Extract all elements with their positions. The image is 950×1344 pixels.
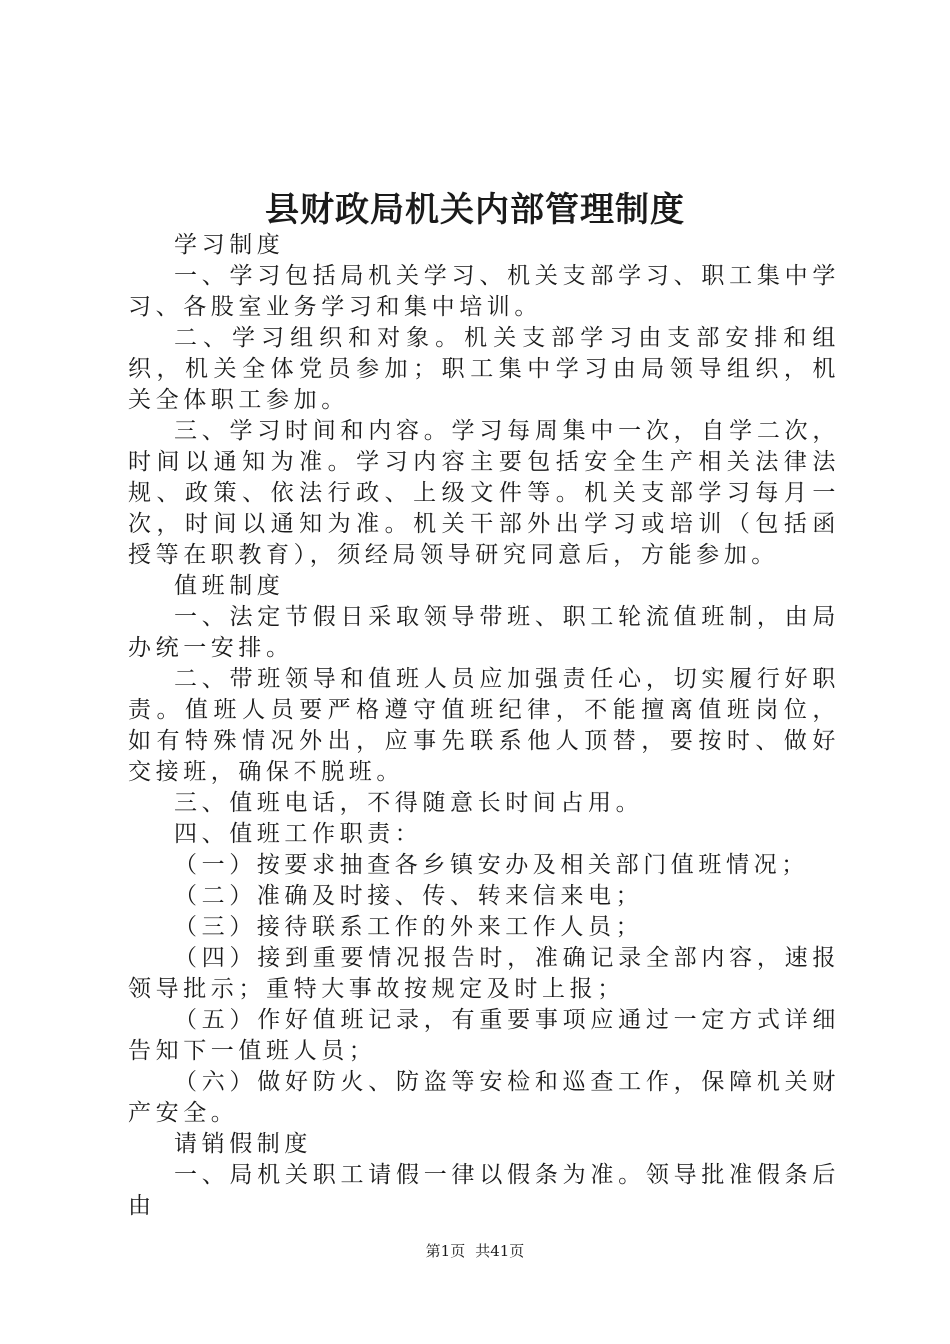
list-item: （五）作好值班记录，有重要事项应通过一定方式详细告知下一值班人员； (128, 1007, 840, 1064)
list-item: （二）准确及时接、传、转来信来电； (174, 883, 644, 909)
paragraph: 三、学习时间和内容。学习每周集中一次，自学二次，时间以通知为准。学习内容主要包括安全生产相关法律法规、政策、依法行政、上级文件等。机关支部学习每月一次，时间以通知为准。机关干部外出学习或培训（包括函授等在职教育），须经局领导研究同意后，方能参加。 (128, 418, 840, 568)
list-item: （四）接到重要情况报告时，准确记录全部内容，速报领导批示；重特大事故按规定及时上报； (128, 945, 840, 1002)
paragraph: 四、值班工作职责： (174, 821, 423, 847)
paragraph: 一、局机关职工请假一律以假条为准。领导批准假条后由 (128, 1162, 840, 1219)
paragraph: 一、学习包括局机关学习、机关支部学习、职工集中学习、各股室业务学习和集中培训。 (128, 263, 840, 320)
document-body (128, 230, 840, 1222)
page-number: 第1页 (425, 1242, 466, 1260)
list-item: （三）接待联系工作的外来工作人员； (174, 914, 644, 940)
page-footer (0, 1240, 950, 1262)
section-heading-study: 学习制度 (174, 232, 285, 258)
list-item: （一）按要求抽查各乡镇安办及相关部门值班情况； (174, 852, 809, 878)
list-item: （六）做好防火、防盗等安检和巡查工作，保障机关财产安全。 (128, 1069, 840, 1126)
document-title: 县财政局机关内部管理制度 (265, 190, 685, 230)
section-heading-leave: 请销假制度 (174, 1131, 312, 1157)
paragraph: 一、法定节假日采取领导带班、职工轮流值班制，由局办统一安排。 (128, 604, 840, 661)
paragraph: 二、学习组织和对象。机关支部学习由支部安排和组织，机关全体党员参加；职工集中学习由局领导组织，机关全体职工参加。 (128, 325, 840, 413)
paragraph: 二、带班领导和值班人员应加强责任心，切实履行好职责。值班人员要严格遵守值班纪律，不能擅离值班岗位，如有特殊情况外出，应事先联系他人顶替，要按时、做好交接班，确保不脱班。 (128, 666, 840, 785)
page-total: 共41页 (475, 1242, 525, 1260)
paragraph: 三、值班电话，不得随意长时间占用。 (174, 790, 644, 816)
section-heading-duty: 值班制度 (174, 573, 285, 599)
